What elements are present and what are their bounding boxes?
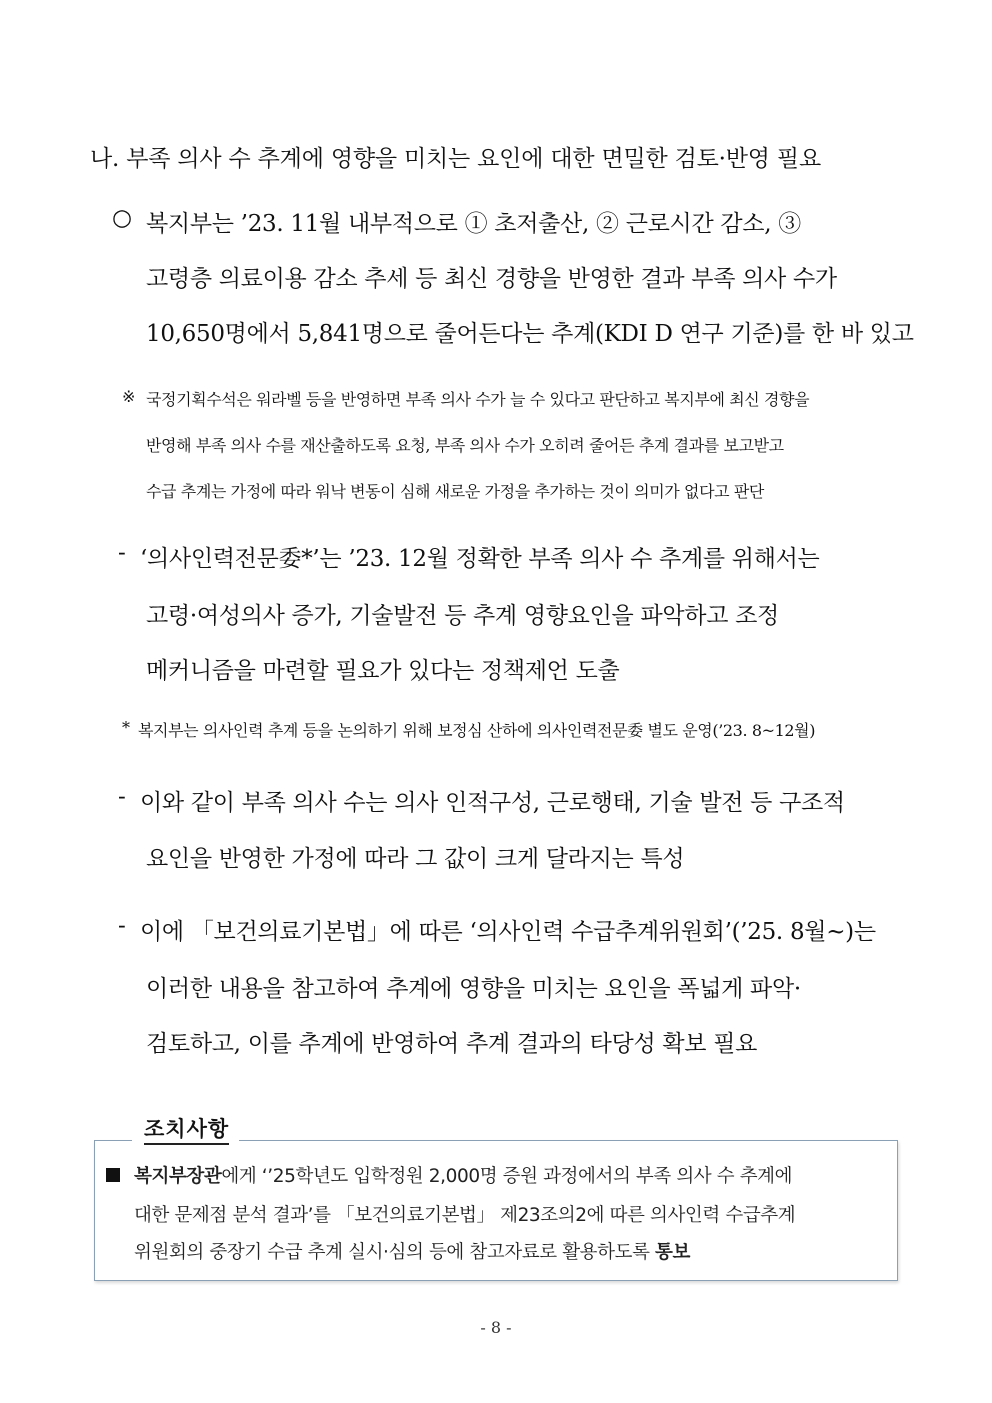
- circle-bullet-icon: ○: [112, 205, 132, 231]
- action-line1: [134, 1162, 792, 1188]
- footnote-text: 복지부는 의사인력 추계 등을 논의하기 위해 보정심 산하에 의사인력전문委 별도 운영(’23. 8~12월): [138, 721, 816, 740]
- action-line3-bold: 통보: [655, 1242, 690, 1263]
- dash1-line3: 메커니즘을 마련할 필요가 있다는 정책제언 도출: [146, 658, 620, 684]
- dash2-line1: 이와 같이 부족 의사 수는 의사 인적구성, 근로행태, 기술 발전 등 구조적: [140, 790, 845, 816]
- footnote-asterisk: *: [122, 718, 130, 737]
- action-line1-rest: 에게 ‘’25학년도 입학정원 2,000명 증원 과정에서의 부족 의사 수 추계에: [221, 1166, 793, 1187]
- action-line3: [134, 1238, 690, 1264]
- reference-mark-icon: ※: [122, 387, 136, 406]
- dash3-line3: 검토하고, 이를 추계에 반영하여 추계 결과의 타당성 확보 필요: [146, 1031, 758, 1057]
- dash-marker: -: [118, 540, 126, 566]
- bullet1-line2: 고령층 의료이용 감소 추세 등 최신 경향을 반영한 결과 부족 의사 수가: [146, 266, 837, 292]
- section-heading: 나. 부족 의사 수 추계에 영향을 미치는 요인에 대한 면밀한 검토·반영 필요: [90, 146, 821, 172]
- dash3-line2: 이러한 내용을 참고하여 추계에 영향을 미치는 요인을 폭넓게 파악·: [146, 976, 801, 1002]
- action-line2: 대한 문제점 분석 결과’를 「보건의료기본법」 제23조의2에 따른 의사인력 수급추계: [134, 1205, 796, 1226]
- note1-line2: 반영해 부족 의사 수를 재산출하도록 요청, 부족 의사 수가 오히려 줄어든 추계 결과를 보고받고: [146, 436, 784, 455]
- dash-marker: -: [118, 913, 126, 939]
- dash3-line1: 이에 「보건의료기본법」에 따른 ‘의사인력 수급추계위원회’(’25. 8월~)는: [140, 919, 876, 945]
- dash1-line2: 고령·여성의사 증가, 기술발전 등 추계 영향요인을 파악하고 조정: [146, 603, 779, 629]
- bullet1-line1: 복지부는 ’23. 11월 내부적으로 ① 초저출산, ② 근로시간 감소, ③: [146, 211, 801, 237]
- bullet1-line3: 10,650명에서 5,841명으로 줄어든다는 추계(KDI D 연구 기준)를 한 바 있고: [146, 321, 914, 347]
- note1-line3: 수급 추계는 가정에 따라 워낙 변동이 심해 새로운 가정을 추가하는 것이 의미가 없다고 판단: [146, 482, 764, 501]
- note1-line1: 국정기획수석은 워라벨 등을 반영하면 부족 의사 수가 늘 수 있다고 판단하고 복지부에 최신 경향을: [146, 390, 810, 409]
- action-line3-pre: 위원회의 중장기 수급 추계 실시·심의 등에 참고자료로 활용하도록: [134, 1242, 656, 1263]
- action-recipient: 복지부장관: [134, 1166, 222, 1187]
- page-number: - 8 -: [480, 1318, 512, 1337]
- dash2-line2: 요인을 반영한 가정에 따라 그 값이 크게 달라지는 특성: [146, 846, 685, 872]
- dash1-line1: ‘의사인력전문委*’는 ’23. 12월 정확한 부족 의사 수 추계를 위해서는: [140, 546, 820, 572]
- action-box-title-wrap: [132, 1113, 239, 1143]
- square-bullet-icon: [106, 1168, 120, 1182]
- dash-marker: -: [118, 784, 126, 810]
- action-box-title: 조치사항: [144, 1117, 229, 1145]
